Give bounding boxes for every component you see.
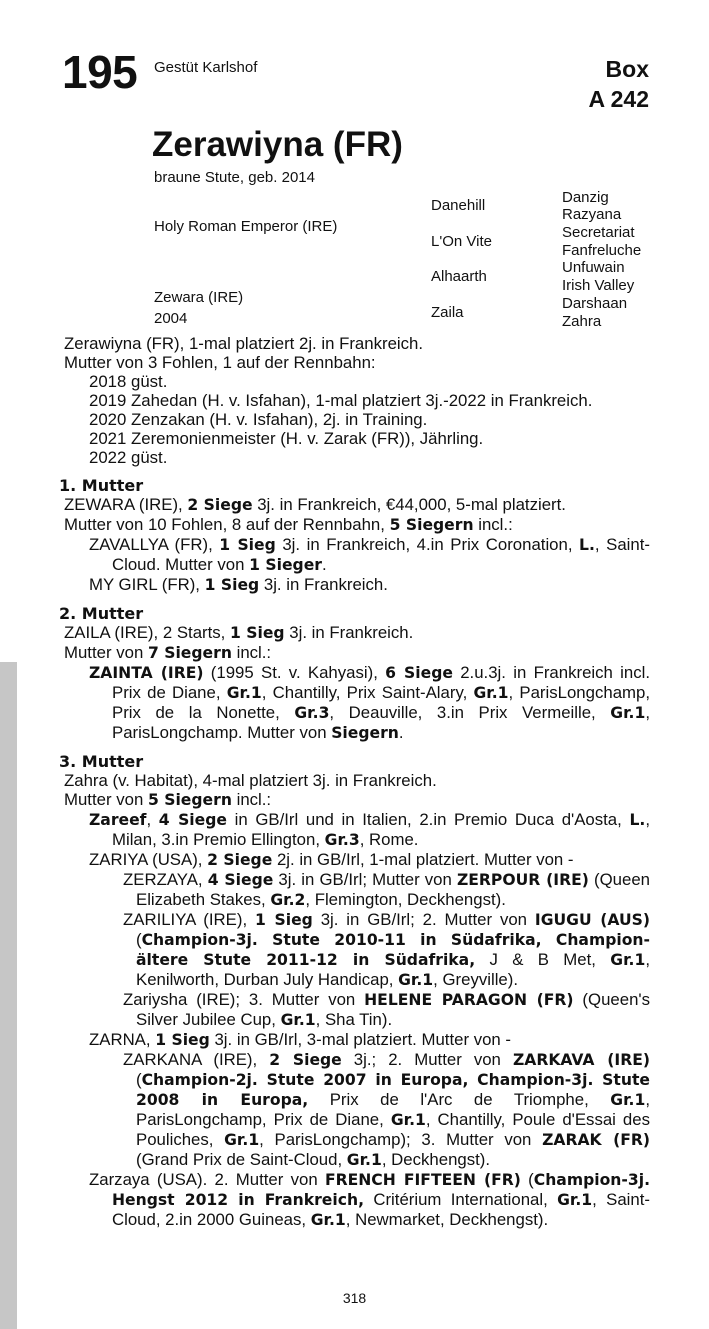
section-heading-mutter-1: 1. Mutter — [59, 476, 144, 495]
pedigree-sire-sire: Danehill — [431, 197, 486, 214]
pedigree-dam-dam: Zaila — [431, 304, 464, 321]
sibling-entry: Zareef, 4 Siege in GB/Irl und in Italien, 2.in Premio Duca d'Aosta, L., Milan, 3.in Premio Ellington, Gr.3, Rome. — [89, 810, 651, 849]
mutter2-line: ZAILA (IRE), 2 Starts, 1 Sieg 3j. in Frankreich. — [64, 623, 414, 642]
box-label: Box — [605, 56, 649, 82]
seller-name: Gestüt Karlshof — [154, 59, 258, 76]
mutter3-produce-intro: Mutter von 5 Siegern incl.: — [64, 790, 272, 809]
pedigree-g3-7: Darshaan — [562, 295, 628, 312]
horse-description: braune Stute, geb. 2014 — [154, 169, 315, 186]
sibling-entry: Zarzaya (USA). 2. Mutter von FRENCH FIFTEEN (FR) (Champion-3j. Hengst 2012 in Frankreich, Critérium International, Gr.1, Saint-Cloud, 2.in 2000 Guineas, Gr.1, Newmarket, Deckhengst). — [89, 1170, 650, 1229]
pedigree-g3-5: Unfuwain — [562, 259, 625, 276]
sibling-entry: ZAINTA (IRE) (1995 St. v. Kahyasi), 6 Siege 2.u.3j. in Frankreich incl. Prix de Diane, Gr.1, Chantilly, Prix Saint-Alary, Gr.1, ParisLongchamp, Prix de la Nonette, Gr.3, Deauville, 3.in Prix Vermeille, Gr.1, ParisLongchamp. Mutter von Siegern. — [89, 663, 651, 742]
progeny-entry: ZERZAYA, 4 Siege 3j. in GB/Irl; Mutter von ZERPOUR (IRE) (Queen Elizabeth Stakes, Gr.2, Flemington, Deckhengst). — [123, 870, 650, 909]
pedigree-sire: Holy Roman Emperor (IRE) — [154, 218, 338, 235]
produce-item: 2020 Zenzakan (H. v. Isfahan), 2j. in Training. — [89, 410, 428, 429]
mutter2-produce-intro: Mutter von 7 Siegern incl.: — [64, 643, 272, 662]
catalogue-text — [59, 334, 651, 1230]
box-info — [588, 54, 649, 114]
pedigree-dam-year: 2004 — [154, 310, 188, 327]
section-heading-mutter-3: 3. Mutter — [59, 752, 144, 771]
pedigree-g3-4: Fanfreluche — [562, 242, 642, 259]
mutter3-line: Zahra (v. Habitat), 4-mal platziert 3j. in Frankreich. — [64, 771, 437, 790]
page-number: 318 — [342, 1290, 367, 1306]
intro-line: Zerawiyna (FR), 1-mal platziert 2j. in Frankreich. — [64, 334, 424, 353]
sibling-entry: ZARIYA (USA), 2 Siege 2j. in GB/Irl, 1-mal platziert. Mutter von - — [89, 850, 574, 869]
sibling-entry: MY GIRL (FR), 1 Sieg 3j. in Frankreich. — [89, 575, 388, 594]
section-heading-mutter-2: 2. Mutter — [59, 604, 144, 623]
produce-intro: Mutter von 3 Fohlen, 1 auf der Rennbahn: — [64, 353, 376, 372]
mutter1-line: ZEWARA (IRE), 2 Siege 3j. in Frankreich, €44,000, 5-mal platziert. — [64, 495, 566, 514]
pedigree-g3-3: Secretariat — [562, 224, 635, 241]
pedigree-dam-sire: Alhaarth — [431, 268, 487, 285]
produce-item: 2018 güst. — [89, 372, 168, 391]
pedigree-g3-2: Razyana — [562, 206, 622, 223]
pedigree-g3-6: Irish Valley — [562, 277, 635, 294]
produce-item: 2021 Zeremonienmeister (H. v. Zarak (FR)), Jährling. — [89, 429, 484, 448]
pedigree-g3-8: Zahra — [562, 313, 602, 330]
produce-item: 2022 güst. — [89, 448, 168, 467]
progeny-entry: ZARILIYA (IRE), 1 Sieg 3j. in GB/Irl; 2. Mutter von IGUGU (AUS) (Champion-3j. Stute 2010-11 in Südafrika, Champion-ältere Stute 2011-12 in Südafrika, J & B Met, Gr.1, Kenilworth, Durban July Handicap, Gr.1, Greyville). — [123, 910, 650, 989]
progeny-entry: ZARKANA (IRE), 2 Siege 3j.; 2. Mutter von ZARKAVA (IRE) (Champion-2j. Stute 2007 in Europa, Champion-3j. Stute 2008 in Europa, Prix de l'Arc de Triomphe, Gr.1, ParisLongchamp, Prix de Diane, Gr.1, Chantilly, Poule d'Essai des Pouliches, Gr.1, ParisLongchamp); 3. Mutter von ZARAK (FR) (Grand Prix de Saint-Cloud, Gr.1, Deckhengst). — [123, 1050, 651, 1169]
mutter1-produce-intro: Mutter von 10 Fohlen, 8 auf der Rennbahn, 5 Siegern incl.: — [64, 515, 513, 534]
lot-number: 195 — [62, 46, 138, 98]
horse-name: Zerawiyna (FR) — [152, 125, 403, 164]
sibling-entry: ZARNA, 1 Sieg 3j. in GB/Irl, 3-mal platziert. Mutter von - — [89, 1030, 512, 1049]
page-edge-tab — [0, 662, 17, 1329]
sibling-entry: ZAVALLYA (FR), 1 Sieg 3j. in Frankreich, 4.in Prix Coronation, L., Saint-Cloud. Mutter von 1 Sieger. — [89, 535, 650, 574]
pedigree-sire-dam: L'On Vite — [431, 233, 492, 250]
pedigree-g3-1: Danzig — [562, 189, 609, 206]
produce-item: 2019 Zahedan (H. v. Isfahan), 1-mal platziert 3j.-2022 in Frankreich. — [89, 391, 593, 410]
box-number: A 242 — [588, 86, 649, 112]
pedigree-dam: Zewara (IRE) — [154, 289, 244, 306]
progeny-entry: Zariysha (IRE); 3. Mutter von HELENE PARAGON (FR) (Queen's Silver Jubilee Cup, Gr.1, Sha Tin). — [123, 990, 650, 1029]
